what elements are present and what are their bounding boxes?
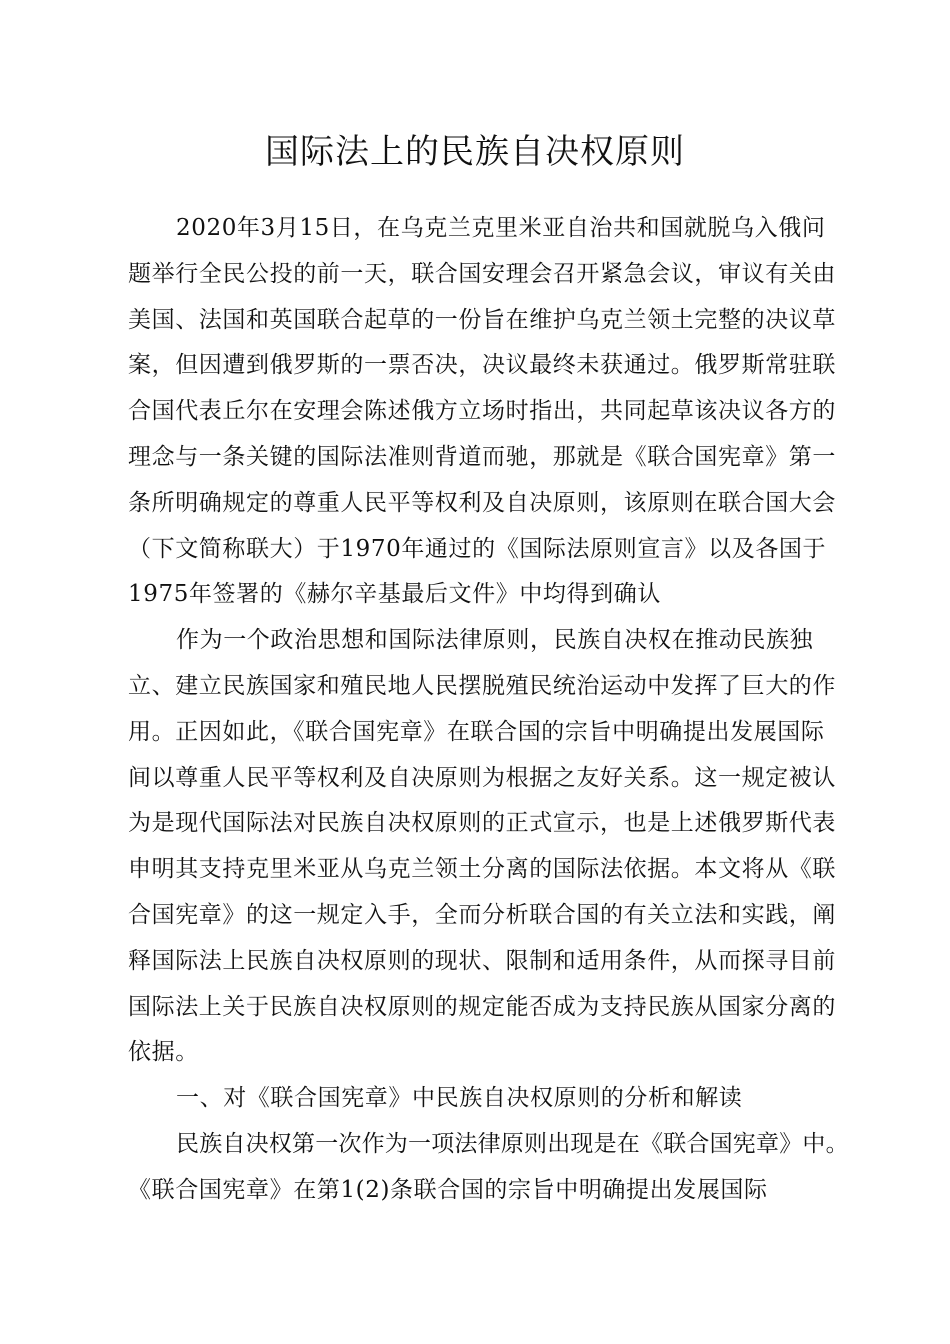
paragraph-2 [128, 618, 848, 1076]
paragraph-line: 合国代表丘尔在安理会陈述俄方立场时指出，共同起草该决议各方的 [128, 398, 836, 425]
paragraph-line: 理念与一条关键的国际法准则背道而驰，那就是《联合国宪章》第一 [128, 443, 836, 470]
paragraph-line: 间以尊重人民平等权利及自决原则为根据之友好关系。这一规定被认 [128, 764, 836, 791]
paragraph-line: 《联合国宪章》在第1(2)条联合国的宗旨中明确提出发展国际 [128, 1176, 768, 1203]
paragraph-line: 民族自决权第一次作为一项法律原则出现是在《联合国宪章》中。 [176, 1130, 849, 1157]
paragraph-line: 2020年3月15日，在乌克兰克里米亚自治共和国就脱乌入俄问 [176, 215, 826, 241]
paragraph-line: 案，但因遭到俄罗斯的一票否决，决议最终未获通过。俄罗斯常驻联 [128, 352, 836, 379]
paragraph-line: 题举行全民公投的前一天，联合国安理会召开紧急会议，审议有关由 [128, 260, 836, 287]
paragraph-line: 立、建立民族国家和殖民地人民摆脱殖民统治运动中发挥了巨大的作 [128, 672, 836, 699]
paragraph-1 [128, 206, 848, 618]
paragraph-line: 用。正因如此，《联合国宪章》在联合国的宗旨中明确提出发展国际 [128, 718, 825, 745]
section-heading: 一、对《联合国宪章》中民族自决权原则的分析和解读 [176, 1085, 743, 1112]
paragraph-line: 国际法上关于民族自决权原则的规定能否成为支持民族从国家分离的 [128, 993, 836, 1020]
paragraph-line: 条所明确规定的尊重人民平等权利及自决原则，该原则在联合国大会 [128, 489, 836, 516]
paragraph-line: 释国际法上民族自决权原则的现状、限制和适用条件，从而探寻目前 [128, 947, 836, 974]
document-title: 国际法上的民族自决权原则 [265, 132, 685, 172]
paragraph-line: 1975年签署的《赫尔辛基最后文件》中均得到确认 [128, 581, 661, 608]
paragraph-3 [128, 1122, 848, 1214]
document-body [128, 206, 848, 1214]
section-heading-1 [128, 1076, 848, 1122]
paragraph-line: （下文简称联大）于1970年通过的《国际法原则宣言》以及各国于 [128, 535, 827, 562]
paragraph-line: 依据。 [128, 1039, 199, 1066]
paragraph-line: 美国、法国和英国联合起草的一份旨在维护乌克兰领土完整的决议草 [128, 306, 836, 333]
paragraph-line: 为是现代国际法对民族自决权原则的正式宣示，也是上述俄罗斯代表 [128, 810, 836, 837]
paragraph-line: 申明其支持克里米亚从乌克兰领土分离的国际法依据。本文将从《联 [128, 856, 836, 883]
paragraph-line: 作为一个政治思想和国际法律原则，民族自决权在推动民族独 [176, 627, 814, 654]
paragraph-line: 合国宪章》的这一规定入手，全而分析联合国的有关立法和实践，阐 [128, 901, 836, 928]
